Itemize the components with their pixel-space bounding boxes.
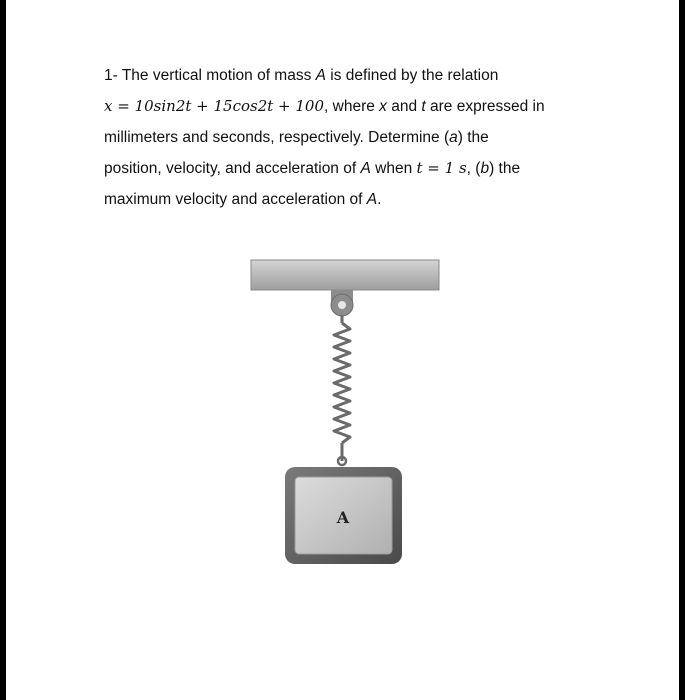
text-fragment: position, velocity, and acceleration of <box>104 160 361 177</box>
figure-svg <box>244 255 444 575</box>
problem-line-3 <box>104 122 624 153</box>
text-fragment: The vertical motion of mass <box>121 67 316 84</box>
problem-statement <box>104 60 624 215</box>
variable-t: t <box>421 98 426 115</box>
variable-A: A <box>366 191 378 208</box>
text-fragment: , where <box>324 98 380 115</box>
text-fragment: ) the <box>457 129 489 146</box>
pivot-bracket <box>331 290 353 316</box>
page <box>6 0 679 700</box>
text-fragment: ) the <box>489 160 521 177</box>
text-fragment: , ( <box>466 160 481 177</box>
text-fragment: is defined by the relation <box>326 67 499 84</box>
part-b-label: b <box>480 160 490 177</box>
variable-A: A <box>315 67 326 84</box>
text-fragment: . <box>377 191 382 208</box>
block-label: A <box>336 508 350 527</box>
time-value: t = 1 s <box>416 159 467 177</box>
text-fragment: maximum velocity and acceleration of <box>104 191 367 208</box>
text-fragment: millimeters and seconds, respectively. Determine ( <box>104 129 450 146</box>
equation-lhs: x <box>104 97 113 115</box>
text-fragment: and <box>386 98 422 115</box>
problem-number: 1- <box>104 67 118 84</box>
spring <box>334 323 350 443</box>
problem-line-1 <box>104 60 624 91</box>
part-a-label: a <box>449 129 458 146</box>
ceiling <box>251 260 439 290</box>
equation-rhs: 10sin2t + 15cos2t + 100 <box>134 97 325 115</box>
variable-x: x <box>379 98 387 115</box>
equation-equals: = <box>112 97 135 115</box>
spring-mass-figure <box>244 255 444 575</box>
text-fragment: when <box>370 160 417 177</box>
problem-line-2 <box>104 91 624 122</box>
variable-A: A <box>360 160 371 177</box>
problem-line-5 <box>104 184 624 215</box>
problem-line-4 <box>104 153 624 184</box>
text-fragment: are expressed in <box>425 98 545 115</box>
